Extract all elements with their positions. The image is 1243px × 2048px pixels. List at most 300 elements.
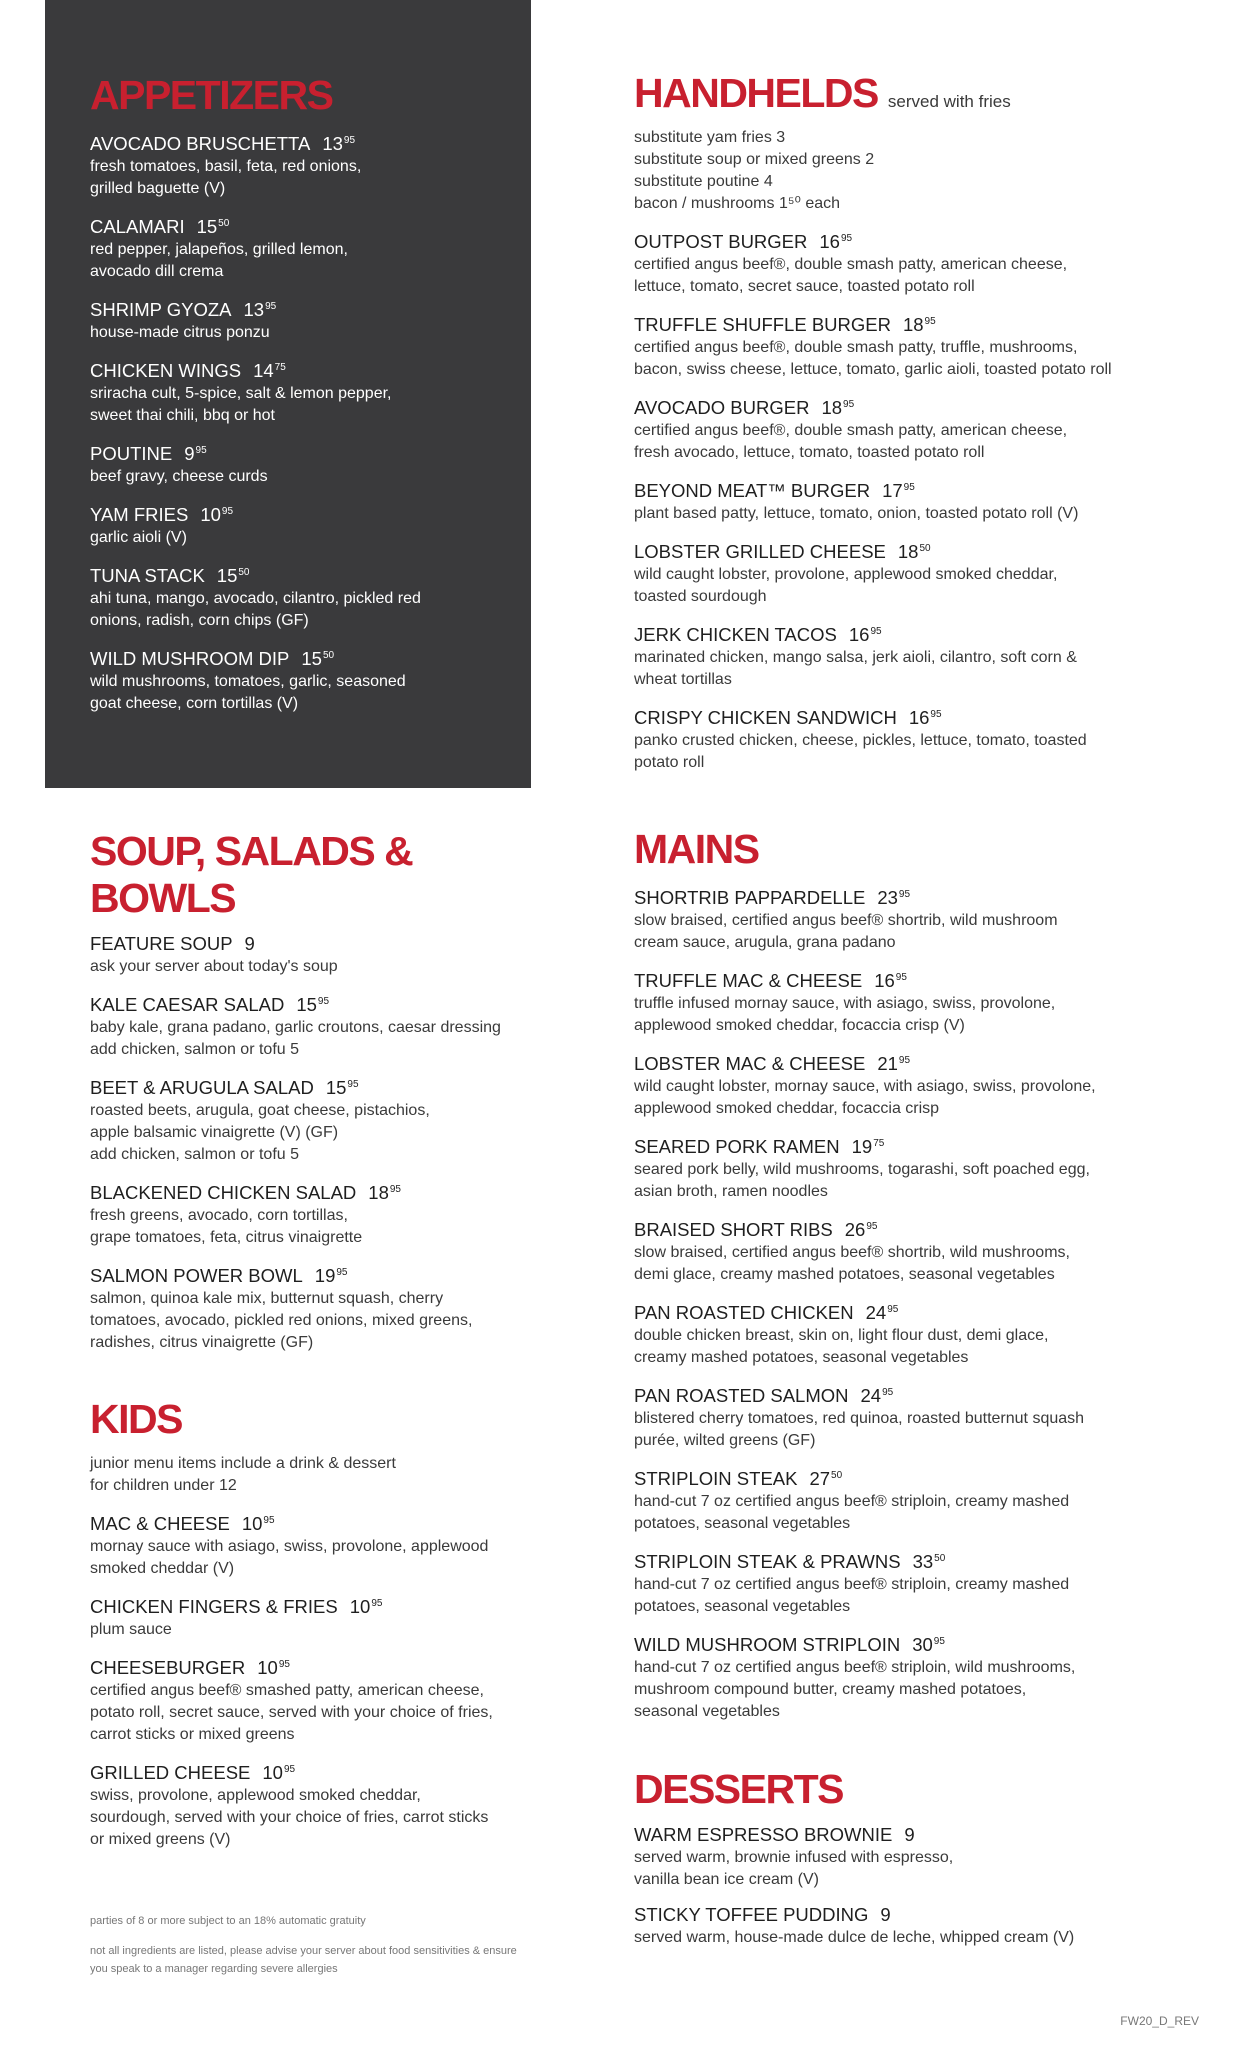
handhelds-notes [634,127,1194,215]
menu-item-price [245,933,255,954]
menu-item-name: KALE CAESAR SALAD [90,994,285,1016]
menu-item-price [244,299,277,320]
price-dollars: 16 [908,707,930,729]
menu-item [90,1592,560,1641]
menu-item-name: SHRIMP GYOZA [90,299,232,321]
menu-item [90,932,560,978]
handhelds-section [634,70,1194,786]
price-cents: 95 [882,1387,894,1399]
menu-item-description: wheat tortillas [634,671,732,689]
price-cents: 95 [898,1055,911,1067]
menu-item-description: marinated chicken, mango salsa, jerk aioli, cilantro, soft corn & [634,649,1077,667]
menu-item-description: avocado dill crema [90,263,224,281]
menu-item-title [634,537,1194,564]
price-cents: 95 [221,506,234,518]
price-dollars: 24 [865,1302,887,1324]
menu-item-description: baby kale, grana padano, garlic croutons, caesar dressing [90,1019,501,1037]
menu-item-name: GRILLED CHEESE [90,1762,251,1784]
menu-item-name: WILD MUSHROOM STRIPLOIN [634,1634,901,1656]
menu-item-name: OUTPOST BURGER [634,231,808,253]
mains-heading: MAINS [634,826,759,872]
menu-item-name: JERK CHICKEN TACOS [634,624,837,646]
menu-item-price [217,565,250,586]
price-cents: 95 [336,1267,348,1279]
menu-item-title [634,703,1194,730]
menu-item-name: AVOCADO BURGER [634,397,810,419]
menu-item-price [301,648,334,669]
menu-item-title [634,1903,1194,1927]
menu-item-description: vanilla bean ice cream (V) [634,1871,819,1889]
menu-item-name: POUTINE [90,443,173,465]
menu-item-title [634,227,1194,254]
menu-item-title [634,1049,1194,1076]
desserts-heading: DESSERTS [634,1766,843,1812]
menu-item [90,1758,560,1851]
menu-item-price [898,541,931,562]
menu-item [634,537,1194,608]
price-dollars: 15 [296,994,317,1016]
gratuity-note: parties of 8 or more subject to an 18% automatic gratuity [90,1915,366,1927]
price-cents: 95 [263,1515,275,1527]
price-dollars: 23 [877,887,898,909]
menu-item-name: TUNA STACK [90,565,205,587]
menu-item-title [634,1630,1194,1657]
price-cents: 95 [843,399,855,411]
menu-item-price [809,1468,842,1489]
menu-item [90,1073,560,1166]
menu-item-title [90,1509,560,1536]
menu-item-description: potato roll, secret sauce, served with your choice of fries, [90,1704,493,1722]
menu-item-title [634,1298,1194,1325]
price-cents: 95 [265,301,277,313]
menu-item-title [634,1132,1194,1159]
menu-item-title [634,883,1194,910]
allergy-note: not all ingredients are listed, please advise your server about food sensitivities & ensure you speak to a manager regarding severe allergies [90,1945,517,1975]
menu-item-description: applewood smoked cheddar, focaccia crisp [634,1100,940,1118]
menu-item-price [242,1513,275,1534]
price-dollars: 10 [262,1762,283,1784]
price-dollars: 9 [904,1824,915,1846]
menu-item-name: FEATURE SOUP [90,933,233,955]
menu-item-name: SEARED PORK RAMEN [634,1136,840,1158]
handhelds-heading: HANDHELDS served with fries [634,70,1011,116]
price-dollars: 18 [368,1182,389,1204]
price-cents: 95 [895,972,907,984]
menu-item-title [634,966,1194,993]
menu-item-description: sweet thai chili, bbq or hot [90,407,275,425]
menu-item-description: sriracha cult, 5-spice, salt & lemon pepper, [90,385,392,403]
price-dollars: 14 [253,360,274,382]
menu-item-description: house-made citrus ponzu [90,324,270,342]
menu-item-description: apple balsamic vinaigrette (V) (GF) [90,1124,339,1142]
menu-item-title [90,1653,560,1680]
menu-item-price [909,707,942,728]
soups-list [90,932,560,1354]
menu-item-description: certified angus beef®, double smash patty, american cheese, [634,256,1068,274]
menu-item-price [882,480,915,501]
menu-item [634,1381,1194,1452]
menu-item-price [262,1762,295,1783]
menu-item-description: wild mushrooms, tomatoes, garlic, seasoned [90,673,406,691]
menu-item-price [197,216,230,237]
menu-item [90,356,530,427]
menu-item-name: WILD MUSHROOM DIP [90,648,290,670]
menu-item-title [634,1823,1194,1847]
desserts-list [634,1823,1194,1949]
price-cents: 95 [866,1221,878,1233]
menu-item [90,990,560,1061]
menu-item-price [866,1302,899,1323]
price-dollars: 9 [184,443,195,465]
menu-item [90,129,530,200]
price-dollars: 15 [196,216,218,238]
menu-item-price [852,1136,885,1157]
menu-item-description: grilled baguette (V) [90,180,226,198]
price-dollars: 21 [877,1053,898,1075]
price-dollars: 13 [243,299,265,321]
price-dollars: 9 [880,1904,891,1926]
price-cents: 95 [840,233,853,245]
menu-item-price [880,1904,890,1925]
revision-code: FW20_D_REV [1120,2014,1199,2028]
price-cents: 95 [278,1659,290,1671]
kids-heading: KIDS [90,1396,182,1442]
menu-item-price [849,624,882,645]
menu-item [634,1298,1194,1369]
menu-item-title [634,310,1194,337]
menu-item-name: WARM ESPRESSO BROWNIE [634,1824,893,1846]
menu-item [90,212,530,283]
menu-item [90,295,530,344]
kids-note: for children under 12 [90,1477,237,1495]
menu-item-description: cream sauce, arugula, grana padano [634,934,896,952]
menu-item-title [90,644,530,671]
menu-item-description: certified angus beef®, double smash patty, truffle, mushrooms, [634,339,1078,357]
menu-item-title [90,932,560,956]
price-dollars: 30 [912,1634,933,1656]
menu-item-title [634,476,1194,503]
price-dollars: 19 [314,1265,336,1287]
menu-item [90,1653,560,1746]
menu-item-description: seared pork belly, wild mushrooms, togarashi, soft poached egg, [634,1161,1090,1179]
menu-item-title [634,620,1194,647]
menu-item-description: onions, radish, corn chips (GF) [90,612,309,630]
menu-item-title [90,295,530,322]
menu-item [634,620,1194,691]
price-cents: 95 [930,709,942,721]
handhelds-note: substitute soup or mixed greens 2 [634,151,875,169]
price-cents: 95 [903,482,915,494]
menu-item-name: STRIPLOIN STEAK & PRAWNS [634,1551,901,1573]
menu-item-description: salmon, quinoa kale mix, butternut squash, cherry [90,1290,444,1308]
price-dollars: 26 [844,1219,866,1241]
menu-item-description: roasted beets, arugula, goat cheese, pistachios, [90,1102,430,1120]
menu-item-name: TRUFFLE MAC & CHEESE [634,970,863,992]
menu-item-price [819,231,852,252]
menu-item-price [861,1385,894,1406]
menu-item [634,1823,1194,1891]
menu-item-name: SHORTRIB PAPPARDELLE [634,887,866,909]
price-dollars: 10 [241,1513,263,1535]
menu-item-description: hand-cut 7 oz certified angus beef® striploin, creamy mashed [634,1576,1070,1594]
price-cents: 50 [919,543,931,555]
menu-item-description: potato roll [634,754,705,772]
soups-heading: SOUP, SALADS & BOWLS [90,828,413,922]
price-cents: 95 [933,1636,945,1648]
menu-item-name: LOBSTER GRILLED CHEESE [634,541,886,563]
mains-section [634,826,1194,1735]
menu-item-description: wild caught lobster, mornay sauce, with asiago, swiss, provolone, [634,1078,1096,1096]
menu-item-description: potatoes, seasonal vegetables [634,1598,851,1616]
menu-item [634,1215,1194,1286]
menu-item-price [253,360,286,381]
price-cents: 95 [343,135,356,147]
price-dollars: 18 [897,541,919,563]
handhelds-note: substitute yam fries 3 [634,129,786,147]
menu-item [90,561,530,632]
menu-item [634,883,1194,954]
menu-item [634,1132,1194,1203]
handhelds-subtitle: served with fries [887,92,1011,111]
menu-item-description: potatoes, seasonal vegetables [634,1515,851,1533]
menu-item-title [634,1464,1194,1491]
menu-item-description: panko crusted chicken, cheese, pickles, lettuce, tomato, toasted [634,732,1087,750]
menu-item-title [634,393,1194,420]
menu-item-price [296,994,329,1015]
kids-note: junior menu items include a drink & dessert [90,1455,396,1473]
price-dollars: 18 [902,314,924,336]
menu-item-price [821,397,854,418]
menu-item-price [912,1634,945,1655]
price-cents: 95 [887,1304,899,1316]
menu-item-description: add chicken, salmon or tofu 5 [90,1146,300,1164]
menu-item [634,310,1194,381]
menu-item-name: BEYOND MEAT™ BURGER [634,480,871,502]
menu-item-description: tomatoes, avocado, pickled red onions, mixed greens, [90,1312,473,1330]
menu-item-description: sourdough, served with your choice of fries, carrot sticks [90,1809,489,1827]
menu-item [634,1464,1194,1535]
price-cents: 50 [831,1470,843,1482]
menu-item-price [326,1077,359,1098]
menu-item-description: mushroom compound butter, creamy mashed potatoes, [634,1681,1027,1699]
menu-item-description: toasted sourdough [634,588,767,606]
menu-item [634,1547,1194,1618]
menu-item-description: truffle infused mornay sauce, with asiago, swiss, provolone, [634,995,1056,1013]
price-dollars: 16 [819,231,840,253]
menu-item-description: or mixed greens (V) [90,1831,231,1849]
menu-item-description: hand-cut 7 oz certified angus beef® striploin, creamy mashed [634,1493,1070,1511]
menu-item-description: wild caught lobster, provolone, applewood smoked cheddar, [634,566,1058,584]
menu-item-title [90,500,530,527]
menu-item-price [315,1265,348,1286]
menu-item-description: slow braised, certified angus beef® shortrib, wild mushrooms, [634,1244,1070,1262]
menu-item-description: beef gravy, cheese curds [90,468,268,486]
price-cents: 75 [274,362,286,374]
menu-item-price [350,1596,383,1617]
menu-item-price [877,1053,910,1074]
menu-item-description: ahi tuna, mango, avocado, cilantro, pickled red [90,590,421,608]
price-cents: 95 [389,1184,401,1196]
menu-item-title [90,1592,560,1619]
menu-item-description: served warm, house-made dulce de leche, whipped cream (V) [634,1929,1075,1947]
menu-item-price [903,314,936,335]
menu-item-title [90,1758,560,1785]
menu-item-name: BEET & ARUGULA SALAD [90,1077,314,1099]
appetizers-list [90,129,530,715]
menu-item-title [90,561,530,588]
menu-item-name: YAM FRIES [90,504,189,526]
menu-item-name: BRAISED SHORT RIBS [634,1219,833,1241]
menu-item-description: plant based patty, lettuce, tomato, onion, toasted potato roll (V) [634,505,1079,523]
price-dollars: 27 [809,1468,831,1490]
price-dollars: 16 [874,970,895,992]
price-dollars: 18 [821,397,843,419]
menu-item [634,703,1194,774]
menu-item [90,1261,560,1354]
menu-item-name: TRUFFLE SHUFFLE BURGER [634,314,891,336]
handhelds-note: substitute poutine 4 [634,173,773,191]
menu-item-price [368,1182,401,1203]
menu-item-description: slow braised, certified angus beef® shortrib, wild mushroom [634,912,1058,930]
menu-item [634,1049,1194,1120]
menu-item-description: creamy mashed potatoes, seasonal vegetables [634,1349,969,1367]
menu-item-title [634,1381,1194,1408]
menu-item-name: LOBSTER MAC & CHEESE [634,1053,866,1075]
menu-item-description: fresh avocado, lettuce, tomato, toasted potato roll [634,444,985,462]
menu-item-name: CHICKEN FINGERS & FRIES [90,1596,338,1618]
menu-item-description: blistered cherry tomatoes, red quinoa, roasted butternut squash [634,1410,1085,1428]
menu-item-price [200,504,233,525]
price-cents: 75 [873,1138,885,1150]
price-cents: 50 [218,218,230,230]
menu-item [634,393,1194,464]
menu-item-name: MAC & CHEESE [90,1513,230,1535]
menu-item [90,500,530,549]
mains-list [634,883,1194,1723]
price-dollars: 33 [912,1551,934,1573]
menu-item [634,966,1194,1037]
menu-item-description: certified angus beef® smashed patty, american cheese, [90,1682,484,1700]
menu-item-description: carrot sticks or mixed greens [90,1726,295,1744]
menu-item-description: red pepper, jalapeños, grilled lemon, [90,241,348,259]
menu-item-description: applewood smoked cheddar, focaccia crisp (V) [634,1017,965,1035]
price-cents: 95 [317,996,330,1008]
menu-item-price [257,1657,290,1678]
menu-item [90,439,530,488]
menu-item-description: certified angus beef®, double smash patty, american cheese, [634,422,1068,440]
soups-section [90,828,560,1366]
desserts-section [634,1766,1194,1961]
handhelds-note: bacon / mushrooms 1⁵⁰ each [634,195,841,213]
menu-item-description: lettuce, tomato, secret sauce, toasted potato roll [634,278,975,296]
menu-item [634,476,1194,525]
price-cents: 95 [347,1079,359,1091]
menu-item-description: bacon, swiss cheese, lettuce, tomato, garlic aioli, toasted potato roll [634,361,1112,379]
menu-item-name: STRIPLOIN STEAK [634,1468,798,1490]
menu-item-title [90,1261,560,1288]
price-cents: 95 [924,316,936,328]
menu-item-description: smoked cheddar (V) [90,1560,235,1578]
menu-item-title [90,1073,560,1100]
menu-item-description: radishes, citrus vinaigrette (GF) [90,1334,314,1352]
menu-item-name: STICKY TOFFEE PUDDING [634,1904,869,1926]
price-cents: 95 [371,1598,383,1610]
price-dollars: 10 [349,1596,371,1618]
menu-item-description: purée, wilted greens (GF) [634,1432,816,1450]
price-cents: 95 [870,626,882,638]
menu-item-title [90,129,530,156]
menu-item-price [877,887,910,908]
menu-item [90,644,530,715]
price-cents: 95 [283,1764,296,1776]
menu-item-name: BLACKENED CHICKEN SALAD [90,1182,357,1204]
menu-item-price [845,1219,878,1240]
price-dollars: 10 [200,504,221,526]
menu-item-name: CALAMARI [90,216,185,238]
price-dollars: 19 [851,1136,873,1158]
price-dollars: 17 [882,480,903,502]
appetizers-heading: APPETIZERS [90,72,333,118]
menu-item-description: add chicken, salmon or tofu 5 [90,1041,300,1059]
menu-item-description: swiss, provolone, applewood smoked cheddar, [90,1787,421,1805]
menu-item-name: SALMON POWER BOWL [90,1265,303,1287]
menu-item [634,1630,1194,1723]
menu-item-title [90,439,530,466]
price-dollars: 10 [257,1657,278,1679]
menu-item-description: served warm, brownie infused with espresso, [634,1849,954,1867]
menu-item-name: CHICKEN WINGS [90,360,242,382]
menu-item-description: goat cheese, corn tortillas (V) [90,695,299,713]
price-cents: 50 [238,567,250,579]
price-cents: 50 [934,1553,946,1565]
menu-item-price [184,443,206,464]
kids-section [90,1396,560,1863]
kids-list [90,1509,560,1851]
menu-item-description: mornay sauce with asiago, swiss, provolone, applewood [90,1538,489,1556]
menu-item-name: PAN ROASTED SALMON [634,1385,849,1407]
menu-item [90,1509,560,1580]
price-dollars: 16 [848,624,870,646]
menu-item-price [322,133,355,154]
price-dollars: 15 [216,565,238,587]
price-cents: 50 [322,650,335,662]
price-dollars: 9 [244,933,255,955]
menu-item-name: AVOCADO BRUSCHETTA [90,133,311,155]
menu-item-name: PAN ROASTED CHICKEN [634,1302,854,1324]
handhelds-list [634,227,1194,774]
menu-item-description: garlic aioli (V) [90,529,187,547]
price-cents: 95 [195,445,207,457]
menu-item-title [90,1178,560,1205]
kids-notes [90,1453,560,1497]
menu-item-description: grape tomatoes, feta, citrus vinaigrette [90,1229,363,1247]
menu-item-description: demi glace, creamy mashed potatoes, seasonal vegetables [634,1266,1055,1284]
price-dollars: 15 [325,1077,347,1099]
price-dollars: 15 [301,648,322,670]
menu-item-price [904,1824,914,1845]
menu-item [634,227,1194,298]
menu-item-price [874,970,907,991]
menu-item-description: ask your server about today's soup [90,958,338,976]
menu-item-description: hand-cut 7 oz certified angus beef® striploin, wild mushrooms, [634,1659,1076,1677]
menu-item-title [90,356,530,383]
price-cents: 95 [898,889,911,901]
menu-item-description: fresh greens, avocado, corn tortillas, [90,1207,348,1225]
menu-item-name: CRISPY CHICKEN SANDWICH [634,707,897,729]
price-dollars: 13 [322,133,343,155]
menu-item-name: CHEESEBURGER [90,1657,246,1679]
menu-item-title [90,990,560,1017]
